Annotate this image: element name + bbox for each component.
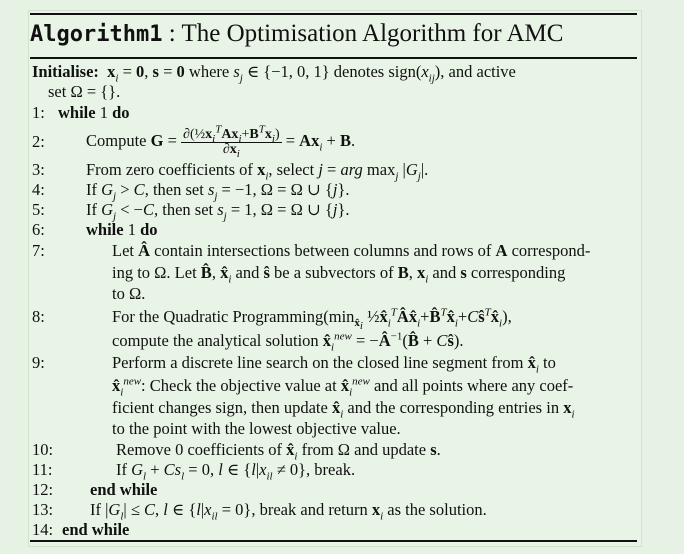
step-7-line-1: Let Â contain intersections between columns and rows of A correspond- — [112, 241, 591, 260]
bottom-rule — [30, 540, 637, 542]
gradient-fraction: $\frac{\partial(\frac{1}{2}x_i^TAx_i+B^Tx_i)}{\partial x_i}$ — [183, 123, 280, 160]
step-number: 12: — [32, 480, 54, 499]
step-3: From zero coefficients of $x_i$, select j = arg $\max_j |G_j|$. — [86, 160, 429, 183]
step-number: 8: — [32, 307, 45, 326]
step-13: If $|G_l| \le C$, l ∈ $\{l|x_{il} = 0\}$, break and return $x_i$ as the solution. — [90, 500, 487, 523]
step-4: If $G_j > C$, then set $s_j = -1$, Ω = Ω ∪ {j}. — [86, 180, 350, 203]
step-number: 6: — [32, 220, 45, 239]
step-1: while 1 do — [58, 103, 130, 122]
top-rule — [30, 13, 637, 15]
step-8-line-2: compute the analytical solution $x̂_i^{new}$ = $-Â^{-1}(B̂$ + Cŝ). — [112, 330, 464, 354]
step-number: 13: — [32, 500, 54, 519]
step-7-line-2: ing to Ω. Let B̂, $x̂_i$ and ŝ be a subvectors of B, $x_i$ and s corresponding — [112, 263, 566, 286]
init-label: Initialise: — [32, 62, 99, 81]
algorithm-title: Algorithm1 : The Optimisation Algorithm for AMC — [30, 20, 564, 47]
step-number: 1: — [32, 103, 45, 122]
step-number: 9: — [32, 353, 45, 372]
step-9-line-1: Perform a discrete line search on the closed line segment from $x̂_i$ to — [112, 353, 556, 376]
step-9-line-2: $x̂_i^{new}$: Check the objective value at $x̂_i^{new}$ and all points where any coef- — [112, 375, 574, 399]
step-number: 3: — [32, 160, 45, 179]
title-rule — [30, 57, 637, 59]
step-11: If $G_l + Cs_l = 0$, l ∈ $\{l|x_{il} \ne 0\}$, break. — [116, 460, 356, 483]
step-9-line-3: ficient changes sign, then update $x̂_i$ and the corresponding entries in $x_i$ — [112, 398, 575, 421]
step-10: Remove 0 coefficients of $x̂_i$ from Ω and update s. — [116, 440, 441, 463]
step-7-line-3: to Ω. — [112, 284, 146, 303]
step-9-line-4: to the point with the lowest objective value. — [112, 419, 401, 438]
step-14: end while — [62, 520, 130, 539]
step-12: end while — [90, 480, 158, 499]
step-5: If $G_j < -C$, then set $s_j = 1$, Ω = Ω ∪ {j}. — [86, 200, 350, 223]
step-number: 11: — [32, 460, 53, 479]
step-8-line-1: For the Quadratic $Programming(\min_{x̂_i}$ $\frac{1}{2}x̂_i^TÂx̂_i+B̂^Tx̂_i+Cŝ^Tx̂_i$), — [112, 306, 512, 333]
init-line-1: Initialise: $x_i = 0$, s = 0 where $s_j$ ∈ {−1, 0, 1} denotes $sign(x_{ij})$, and active — [32, 62, 516, 85]
step-number: 2: — [32, 132, 45, 151]
step-number: 5: — [32, 200, 45, 219]
step-number: 7: — [32, 241, 45, 260]
step-2: Compute G = $\frac{\partial(\frac{1}{2}x_i^TAx_i+B^Tx_i)}{\partial x_i}$ = $Ax_i + B$. — [86, 123, 356, 160]
init-line-2: set Ω = {}. — [48, 82, 121, 101]
algorithm-title-text: The Optimisation Algorithm for AMC — [181, 20, 564, 47]
step-number: 10: — [32, 440, 54, 459]
step-6: while 1 do — [86, 220, 158, 239]
step-number: 14: — [32, 520, 54, 539]
step-number: 4: — [32, 180, 45, 199]
algorithm-keyword: Algorithm1 — [30, 22, 163, 47]
